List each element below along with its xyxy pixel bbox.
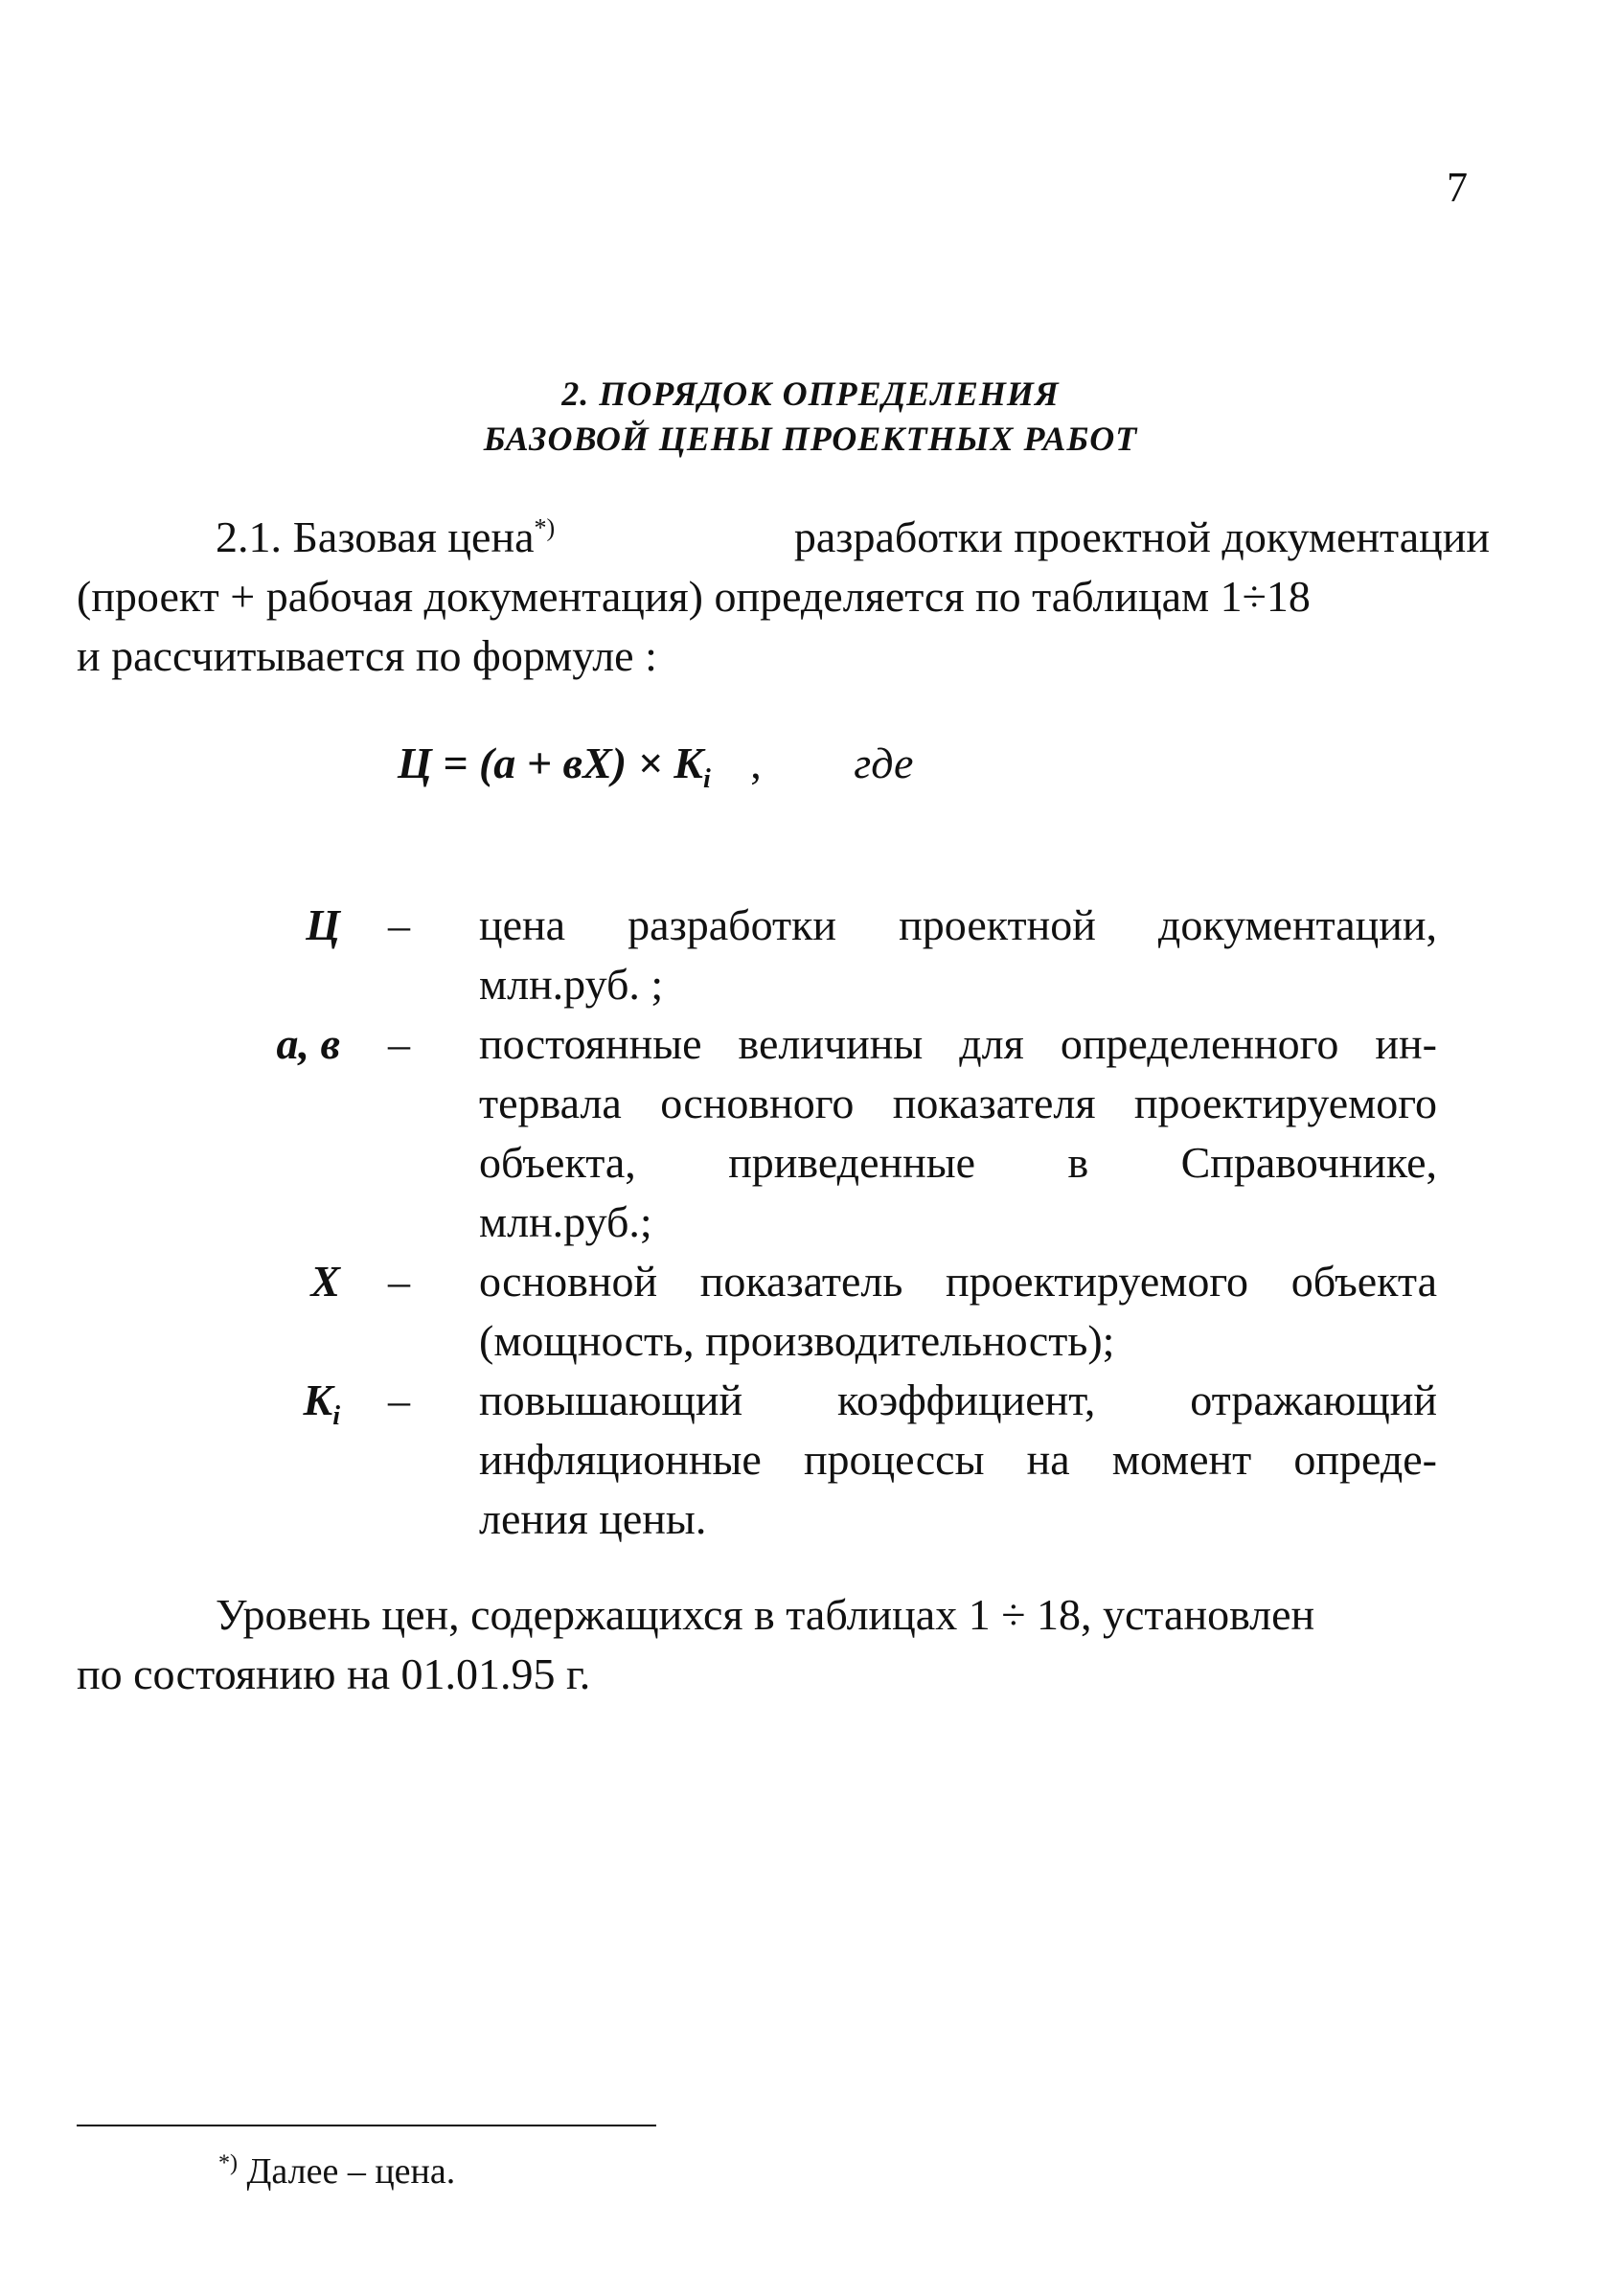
word: повышающий xyxy=(479,1375,743,1424)
paragraph-line: (проект + рабочая документация) определяется по таблицам 1÷18 xyxy=(77,572,1311,621)
word: показателя xyxy=(892,1079,1096,1127)
formula-comma: , xyxy=(750,739,762,787)
page-number: 7 xyxy=(1447,164,1468,211)
word: Справочнике, xyxy=(1180,1138,1437,1187)
definition-text xyxy=(479,896,1437,1014)
definition-item xyxy=(0,1371,1621,1549)
word: отражающий xyxy=(1190,1375,1437,1424)
section-heading-line-2: БАЗОВОЙ ЦЕНЫ ПРОЕКТНЫХ РАБОТ xyxy=(483,420,1138,458)
paragraph-text: разработки проектной документации xyxy=(793,512,1490,561)
definition-dash: – xyxy=(388,1257,410,1306)
paragraph-2-1 xyxy=(77,508,1490,686)
word: объекта xyxy=(1290,1257,1437,1306)
word: опреде- xyxy=(1293,1435,1437,1484)
formula-subscript: i xyxy=(702,764,711,795)
footnote-reference: *) xyxy=(534,513,556,542)
definition-symbol-text: Х xyxy=(310,1257,340,1306)
word: постоянные xyxy=(479,1019,702,1068)
word: тервала xyxy=(479,1079,622,1127)
definition-line xyxy=(479,1430,1437,1489)
definition-symbol-text: а, в xyxy=(276,1019,340,1068)
definition-line: млн.руб.; xyxy=(479,1197,652,1246)
definition-symbol xyxy=(0,1371,340,1430)
word: проектируемого xyxy=(945,1257,1249,1306)
footnote xyxy=(218,2150,455,2193)
definition-dash: – xyxy=(388,1019,410,1068)
paragraph-line: и рассчитывается по формуле : xyxy=(77,631,657,680)
formula-where: где xyxy=(854,739,914,787)
definition-line xyxy=(479,1252,1437,1311)
definition-dash: – xyxy=(388,900,410,949)
word: документации, xyxy=(1157,900,1437,949)
word: в xyxy=(1067,1138,1089,1187)
word: коэффициент, xyxy=(836,1375,1096,1424)
paragraph-text: 2.1. Базовая цена xyxy=(216,512,535,561)
definition-line: (мощность, производительность); xyxy=(479,1316,1115,1365)
word: показатель xyxy=(699,1257,903,1306)
definition-text xyxy=(479,1014,1437,1252)
word: разработки xyxy=(628,900,837,949)
footnote-divider xyxy=(77,2125,656,2126)
definition-item xyxy=(0,1014,1621,1252)
definition-text xyxy=(479,1371,1437,1549)
definition-line xyxy=(479,1014,1437,1074)
definition-symbol xyxy=(0,1014,340,1074)
word: проектной xyxy=(899,900,1096,949)
definition-item xyxy=(0,1252,1621,1371)
price-formula xyxy=(398,738,914,795)
definition-line xyxy=(479,1133,1437,1193)
section-heading-line-1: 2. ПОРЯДОК ОПРЕДЕЛЕНИЯ xyxy=(561,375,1060,413)
word: цена xyxy=(479,900,566,949)
definition-symbol xyxy=(0,1252,340,1311)
definition-symbol xyxy=(0,896,340,955)
definition-text xyxy=(479,1252,1437,1371)
word: основной xyxy=(479,1257,658,1306)
paragraph-line xyxy=(77,508,1490,567)
paragraph-line: Уровень цен, содержащихся в таблицах 1 ÷ 18, установлен xyxy=(216,1590,1315,1639)
definition-symbol-text: K xyxy=(303,1375,333,1424)
word: объекта, xyxy=(479,1138,636,1187)
word: инфляционные xyxy=(479,1435,762,1484)
word: момент xyxy=(1111,1435,1252,1484)
definition-line: млн.руб. ; xyxy=(479,960,664,1009)
word: на xyxy=(1026,1435,1070,1484)
paragraph-price-level xyxy=(77,1585,1490,1704)
word: процессы xyxy=(803,1435,985,1484)
definition-dash: – xyxy=(388,1375,410,1424)
word: величины xyxy=(738,1019,924,1068)
definition-symbol-text: Ц xyxy=(306,900,340,949)
word: основного xyxy=(660,1079,855,1127)
definition-line xyxy=(479,1074,1437,1133)
definition-line: ления цены. xyxy=(479,1494,707,1543)
word: для xyxy=(959,1019,1024,1068)
paragraph-line: по состоянию на 01.01.95 г. xyxy=(77,1649,591,1698)
formula-expression: Ц = (а + вХ) × K xyxy=(398,739,703,787)
definition-symbol-subscript: i xyxy=(332,1401,340,1432)
definition-line xyxy=(479,1371,1437,1430)
paragraph-line-part xyxy=(216,508,555,567)
word: определенного xyxy=(1060,1019,1339,1068)
word: проектируемого xyxy=(1133,1079,1437,1127)
definition-item xyxy=(0,896,1621,1014)
footnote-mark: *) xyxy=(218,2150,238,2176)
footnote-text: Далее – цена. xyxy=(246,2151,456,2192)
definition-line xyxy=(479,896,1437,955)
word: приведенные xyxy=(728,1138,976,1187)
word: ин- xyxy=(1375,1019,1437,1068)
